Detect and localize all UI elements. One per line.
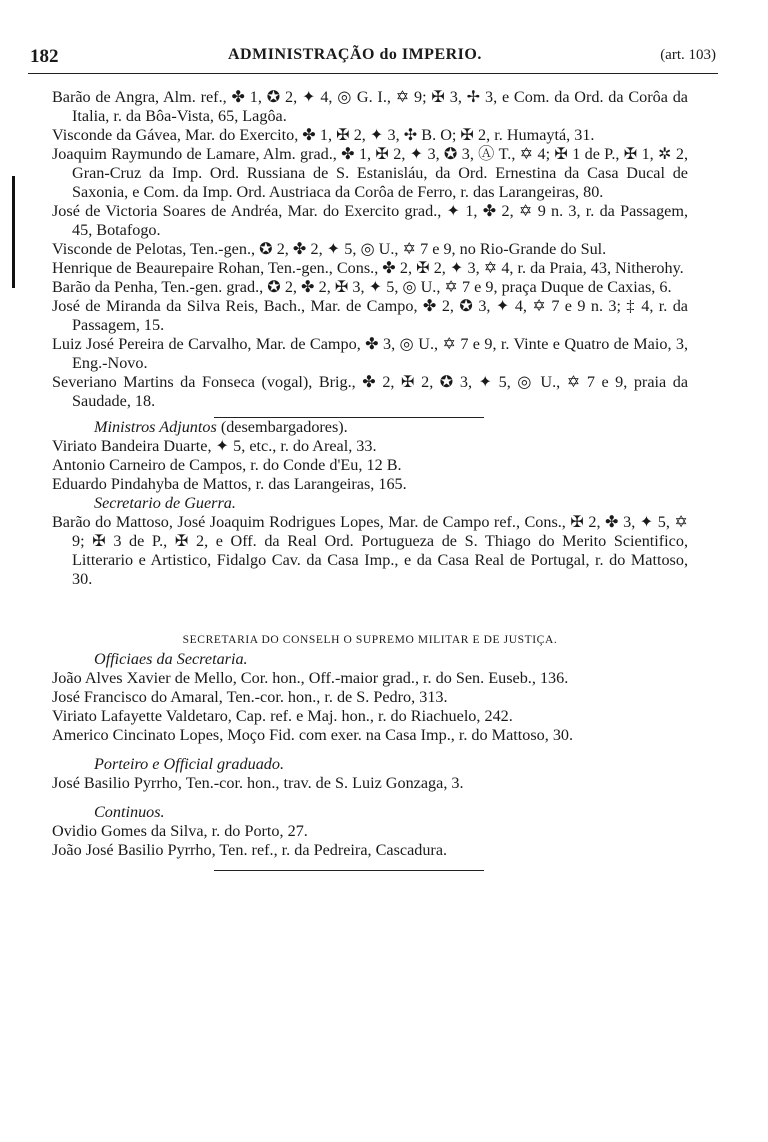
continuo-entry: João José Basilio Pyrrho, Ten. ref., r. da Pedreira, Cascadura. [52,841,448,859]
margin-mark [12,176,15,288]
porteiro-entry: José Basilio Pyrrho, Ten.-cor. hon., trav. de S. Luiz Gonzaga, 3. [52,774,464,792]
continuo-entry: Ovidio Gomes da Silva, r. do Porto, 27. [52,822,308,840]
end-rule [214,870,484,871]
member-entry: Henrique de Beaurepaire Rohan, Ten.-gen., Cons., ✤ 2, ✠ 2, ✦ 3, ✡ 4, r. da Praia, 43, Nitherohy. [52,259,684,277]
ministros-heading-rest: (desembargadores). [216,418,348,436]
running-title: ADMINISTRAÇÃO do IMPERIO. [228,46,482,63]
ministro-entry: Viriato Bandeira Duarte, ✦ 5, etc., r. do Areal, 33. [52,437,377,455]
header-rule [28,73,718,74]
member-entry: José de Miranda da Silva Reis, Bach., Mar. de Campo, ✤ 2, ✪ 3, ✦ 4, ✡ 7 e 9 n. 3; ‡ 4, r. da Passagem, 15. [52,297,688,334]
member-entry: Visconde de Pelotas, Ten.-gen., ✪ 2, ✤ 2, ✦ 5, ◎ U., ✡ 7 e 9, no Rio-Grande do Sul. [52,240,607,258]
ministros-heading [52,418,688,437]
member-entry: Barão da Penha, Ten.-gen. grad., ✪ 2, ✤ 2, ✠ 3, ✦ 5, ◎ U., ✡ 7 e 9, praça Duque de Caxias, 6. [52,278,672,296]
page-header [30,44,716,70]
official-entry: Viriato Lafayette Valdetaro, Cap. ref. e Maj. hon., r. do Riachuelo, 242. [52,707,513,725]
porteiro-heading: Porteiro e Official graduado. [94,755,285,773]
member-entry: Joaquim Raymundo de Lamare, Alm. grad., ✤ 1, ✠ 2, ✦ 3, ✪ 3, Ⓐ T., ✡ 4; ✠ 1 de P., ✠ 1, ✲ 2, Gran-Cruz da Imp. Ord. Russiana de S. Estanisláu, da Ord. Ernestina da Casa Ducal de Saxonia, e Com. da Imp. Ord. Austriaca da Corôa de Ferro, r. das Larangeiras, 80. [52,145,688,201]
member-entry: Severiano Martins da Fonseca (vogal), Brig., ✤ 2, ✠ 2, ✪ 3, ✦ 5, ◎ U., ✡ 7 e 9, praia da Saudade, 18. [52,373,688,410]
page-number: 182 [30,46,59,67]
official-entry: João Alves Xavier de Mello, Cor. hon., Off.-maior grad., r. do Sen. Euseb., 136. [52,669,569,687]
secretario-heading: Secretario de Guerra. [94,494,236,512]
page-body [52,88,688,871]
members-list [52,88,688,411]
continuos-heading: Continuos. [94,803,165,821]
officiaes-heading: Officiaes da Secretaria. [94,650,248,668]
ministros-heading-italic: Ministros Adjuntos [94,418,217,436]
ministro-entry: Eduardo Pindahyba de Mattos, r. das Larangeiras, 165. [52,475,407,493]
secretaria-heading: SECRETARIA DO CONSELH O SUPREMO MILITAR E DE JUSTIÇA. [182,634,558,646]
secretario-entry: Barão do Mattoso, José Joaquim Rodrigues Lopes, Mar. de Campo ref., Cons., ✠ 2, ✤ 3, ✦ 5, ✡ 9; ✠ 3 de P., ✠ 2, e Off. da Real Ord. Portugueza de S. Thiago do Merito Scientifico, Litterario e Artistico, Fidalgo Cav. da Casa Imp., e da Casa Real de Portugal, r. do Mattoso, 30. [52,513,688,588]
article-reference: (art. 103) [660,47,716,63]
ministro-entry: Antonio Carneiro de Campos, r. do Conde d'Eu, 12 B. [52,456,402,474]
member-entry: Visconde da Gávea, Mar. do Exercito, ✤ 1, ✠ 2, ✦ 3, ✣ B. O; ✠ 2, r. Humaytá, 31. [52,126,595,144]
member-entry: Barão de Angra, Alm. ref., ✤ 1, ✪ 2, ✦ 4, ◎ G. I., ✡ 9; ✠ 3, ✢ 3, e Com. da Ord. da Corôa da Italia, r. da Bôa-Vista, 65, Lagôa. [52,88,688,125]
official-entry: Americo Cincinato Lopes, Moço Fid. com exer. na Casa Imp., r. do Mattoso, 30. [52,726,574,744]
member-entry: José de Victoria Soares de Andréa, Mar. do Exercito grad., ✦ 1, ✤ 2, ✡ 9 n. 3, r. da Passagem, 45, Botafogo. [52,202,688,239]
member-entry: Luiz José Pereira de Carvalho, Mar. de Campo, ✤ 3, ◎ U., ✡ 7 e 9, r. Vinte e Quatro de Maio, 3, Eng.-Novo. [52,335,688,372]
official-entry: José Francisco do Amaral, Ten.-cor. hon., r. de S. Pedro, 313. [52,688,448,706]
